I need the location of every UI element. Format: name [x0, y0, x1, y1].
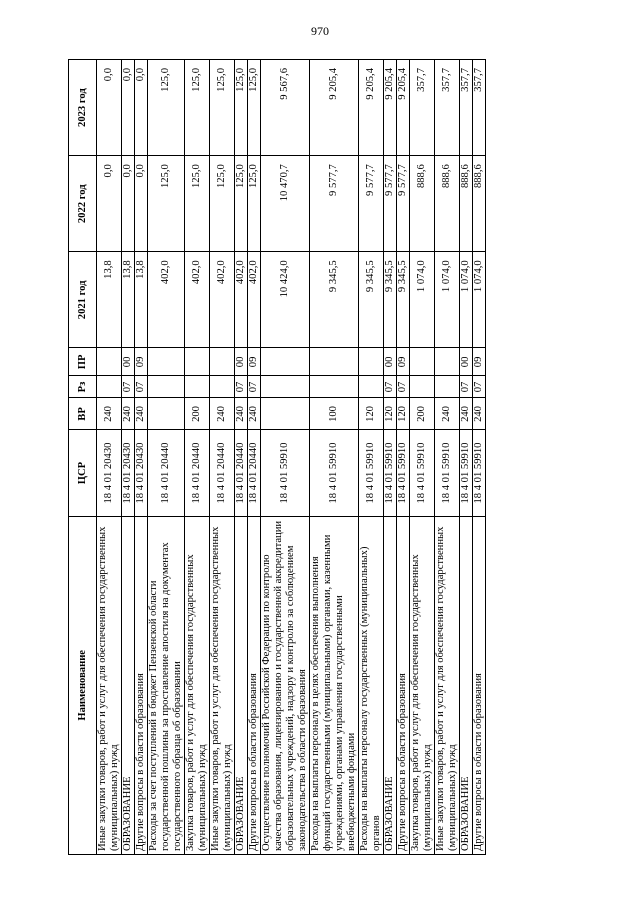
header-vr: ВР — [69, 398, 97, 430]
cell-csr: 18 4 01 20440 — [210, 430, 235, 516]
cell-2022: 0,0 — [135, 156, 148, 252]
cell-pr — [410, 348, 435, 376]
cell-vr: 240 — [210, 398, 235, 430]
cell-vr: 240 — [122, 398, 135, 430]
cell-2023: 0,0 — [122, 60, 135, 156]
cell-vr: 120 — [397, 398, 410, 430]
cell-2022: 9 577,7 — [310, 156, 359, 252]
cell-rz — [148, 376, 185, 398]
cell-pr: 00 — [235, 348, 248, 376]
cell-2021: 402,0 — [185, 252, 210, 348]
cell-vr: 240 — [135, 398, 148, 430]
cell-name: Расходы на выплаты персоналу государственных (муниципальных) органов — [359, 516, 384, 854]
table-row — [97, 60, 122, 855]
cell-pr — [148, 348, 185, 376]
header-2023: 2023 год — [69, 60, 97, 156]
cell-name: ОБРАЗОВАНИЕ — [235, 516, 248, 854]
cell-2022: 125,0 — [248, 156, 261, 252]
cell-2022: 10 470,7 — [261, 156, 310, 252]
cell-2021: 9 345,5 — [359, 252, 384, 348]
cell-2021: 13,8 — [135, 252, 148, 348]
cell-2022: 125,0 — [235, 156, 248, 252]
cell-2023: 125,0 — [185, 60, 210, 156]
cell-2021: 9 345,5 — [397, 252, 410, 348]
cell-2021: 402,0 — [210, 252, 235, 348]
cell-pr: 09 — [248, 348, 261, 376]
table-row — [397, 60, 410, 855]
cell-2023: 125,0 — [148, 60, 185, 156]
cell-csr: 18 4 01 20430 — [97, 430, 122, 516]
page-number: 970 — [311, 24, 329, 38]
cell-2023: 9 205,4 — [384, 60, 397, 156]
cell-2023: 357,7 — [460, 60, 473, 156]
cell-2023: 357,7 — [435, 60, 460, 156]
cell-pr: 09 — [397, 348, 410, 376]
cell-vr: 240 — [248, 398, 261, 430]
cell-rz — [210, 376, 235, 398]
table-row — [248, 60, 261, 855]
cell-csr: 18 4 01 59910 — [261, 430, 310, 516]
cell-vr: 240 — [460, 398, 473, 430]
table-body — [97, 60, 486, 855]
cell-csr: 18 4 01 20440 — [235, 430, 248, 516]
cell-name: Закупка товаров, работ и услуг для обеспечения государственных (муниципальных) нужд — [410, 516, 435, 854]
cell-pr — [359, 348, 384, 376]
table-row — [435, 60, 460, 855]
cell-2023: 0,0 — [97, 60, 122, 156]
cell-2021: 1 074,0 — [410, 252, 435, 348]
cell-2021: 402,0 — [148, 252, 185, 348]
cell-2021: 402,0 — [235, 252, 248, 348]
cell-rz — [410, 376, 435, 398]
cell-name: Другие вопросы в области образования — [397, 516, 410, 854]
cell-name: ОБРАЗОВАНИЕ — [384, 516, 397, 854]
header-pr: ПР — [69, 348, 97, 376]
cell-name: Другие вопросы в области образования — [248, 516, 261, 854]
cell-vr: 240 — [97, 398, 122, 430]
cell-vr: 240 — [235, 398, 248, 430]
cell-2022: 9 577,7 — [384, 156, 397, 252]
cell-pr — [261, 348, 310, 376]
cell-csr: 18 4 01 59910 — [473, 430, 486, 516]
cell-2021: 1 074,0 — [473, 252, 486, 348]
cell-2022: 125,0 — [210, 156, 235, 252]
cell-vr — [261, 398, 310, 430]
header-2021: 2021 год — [69, 252, 97, 348]
cell-csr: 18 4 01 59910 — [397, 430, 410, 516]
table-row — [359, 60, 384, 855]
cell-2023: 9 205,4 — [397, 60, 410, 156]
cell-2021: 9 345,5 — [310, 252, 359, 348]
cell-name: Расходы за счет поступлений в бюджет Пензенской области государственной пошлины за проставление апостиля на документах государственного образца об образовании — [148, 516, 185, 854]
cell-2022: 125,0 — [148, 156, 185, 252]
table-header-row — [69, 60, 97, 855]
cell-2022: 9 577,7 — [359, 156, 384, 252]
cell-2023: 0,0 — [135, 60, 148, 156]
header-rz: Рз — [69, 376, 97, 398]
table-row — [384, 60, 397, 855]
cell-2022: 9 577,7 — [397, 156, 410, 252]
cell-2022: 888,6 — [410, 156, 435, 252]
header-name: Наименование — [69, 516, 97, 854]
cell-2023: 9 205,4 — [310, 60, 359, 156]
cell-2023: 125,0 — [235, 60, 248, 156]
cell-2022: 0,0 — [97, 156, 122, 252]
cell-pr: 00 — [460, 348, 473, 376]
cell-2023: 357,7 — [473, 60, 486, 156]
cell-csr: 18 4 01 59910 — [359, 430, 384, 516]
rotated-table-container — [68, 59, 583, 855]
cell-vr: 200 — [410, 398, 435, 430]
table-row — [135, 60, 148, 855]
cell-2023: 125,0 — [210, 60, 235, 156]
cell-2022: 888,6 — [435, 156, 460, 252]
cell-vr — [148, 398, 185, 430]
cell-2022: 888,6 — [460, 156, 473, 252]
cell-rz — [185, 376, 210, 398]
cell-2023: 9 567,6 — [261, 60, 310, 156]
cell-2021: 13,8 — [97, 252, 122, 348]
table-row — [261, 60, 310, 855]
cell-2023: 9 205,4 — [359, 60, 384, 156]
cell-2022: 125,0 — [185, 156, 210, 252]
cell-vr: 240 — [435, 398, 460, 430]
table-row — [473, 60, 486, 855]
header-csr: ЦСР — [69, 430, 97, 516]
cell-rz — [359, 376, 384, 398]
cell-rz: 07 — [122, 376, 135, 398]
cell-vr: 120 — [384, 398, 397, 430]
cell-pr — [310, 348, 359, 376]
cell-pr: 09 — [135, 348, 148, 376]
cell-2022: 888,6 — [473, 156, 486, 252]
table-row — [210, 60, 235, 855]
cell-rz: 07 — [235, 376, 248, 398]
cell-csr: 18 4 01 20440 — [185, 430, 210, 516]
table-row — [185, 60, 210, 855]
cell-rz — [261, 376, 310, 398]
cell-csr: 18 4 01 20430 — [122, 430, 135, 516]
cell-pr — [210, 348, 235, 376]
cell-2023: 357,7 — [410, 60, 435, 156]
table-row — [148, 60, 185, 855]
cell-name: Закупка товаров, работ и услуг для обеспечения государственных (муниципальных) нужд — [185, 516, 210, 854]
cell-2021: 9 345,5 — [384, 252, 397, 348]
cell-2021: 1 074,0 — [435, 252, 460, 348]
cell-name: Расходы на выплаты персоналу в целях обеспечения выполнения функций государственными (муниципальными) органами, казенными учреждениями, органами управления государственными внебюджетными фондами — [310, 516, 359, 854]
cell-rz — [97, 376, 122, 398]
cell-vr: 200 — [185, 398, 210, 430]
cell-csr: 18 4 01 59910 — [435, 430, 460, 516]
cell-name: Другие вопросы в области образования — [135, 516, 148, 854]
table-row — [235, 60, 248, 855]
cell-vr: 100 — [310, 398, 359, 430]
cell-pr — [435, 348, 460, 376]
cell-vr: 240 — [473, 398, 486, 430]
cell-rz — [310, 376, 359, 398]
cell-rz: 07 — [460, 376, 473, 398]
cell-pr: 00 — [122, 348, 135, 376]
table-row — [460, 60, 473, 855]
cell-csr: 18 4 01 20440 — [148, 430, 185, 516]
cell-csr: 18 4 01 59910 — [384, 430, 397, 516]
cell-rz: 07 — [135, 376, 148, 398]
cell-pr — [97, 348, 122, 376]
cell-name: Иные закупки товаров, работ и услуг для обеспечения государственных (муниципальных) нужд — [210, 516, 235, 854]
cell-name: ОБРАЗОВАНИЕ — [460, 516, 473, 854]
cell-rz: 07 — [384, 376, 397, 398]
cell-rz: 07 — [397, 376, 410, 398]
budget-table — [68, 59, 486, 855]
cell-name: Другие вопросы в области образования — [473, 516, 486, 854]
cell-name: Иные закупки товаров, работ и услуг для обеспечения государственных (муниципальных) нужд — [435, 516, 460, 854]
table-row — [122, 60, 135, 855]
cell-pr — [185, 348, 210, 376]
cell-csr: 18 4 01 59910 — [460, 430, 473, 516]
cell-name: Осуществление полномочий Российской Федерации по контролю качества образования, лицензированию и государственной аккредитации образовательных учреждений, надзору и контролю за соблюдением законодательства в области образования — [261, 516, 310, 854]
cell-rz: 07 — [248, 376, 261, 398]
cell-rz — [435, 376, 460, 398]
header-2022: 2022 год — [69, 156, 97, 252]
cell-csr: 18 4 01 20440 — [248, 430, 261, 516]
cell-csr: 18 4 01 59910 — [410, 430, 435, 516]
cell-pr: 09 — [473, 348, 486, 376]
table-row — [410, 60, 435, 855]
cell-name: Иные закупки товаров, работ и услуг для обеспечения государственных (муниципальных) нужд — [97, 516, 122, 854]
cell-2021: 402,0 — [248, 252, 261, 348]
cell-vr: 120 — [359, 398, 384, 430]
cell-rz: 07 — [473, 376, 486, 398]
cell-2022: 0,0 — [122, 156, 135, 252]
cell-2021: 13,8 — [122, 252, 135, 348]
cell-2021: 10 424,0 — [261, 252, 310, 348]
cell-name: ОБРАЗОВАНИЕ — [122, 516, 135, 854]
cell-pr: 00 — [384, 348, 397, 376]
table-row — [310, 60, 359, 855]
cell-csr: 18 4 01 59910 — [310, 430, 359, 516]
cell-2021: 1 074,0 — [460, 252, 473, 348]
cell-2023: 125,0 — [248, 60, 261, 156]
cell-csr: 18 4 01 20430 — [135, 430, 148, 516]
